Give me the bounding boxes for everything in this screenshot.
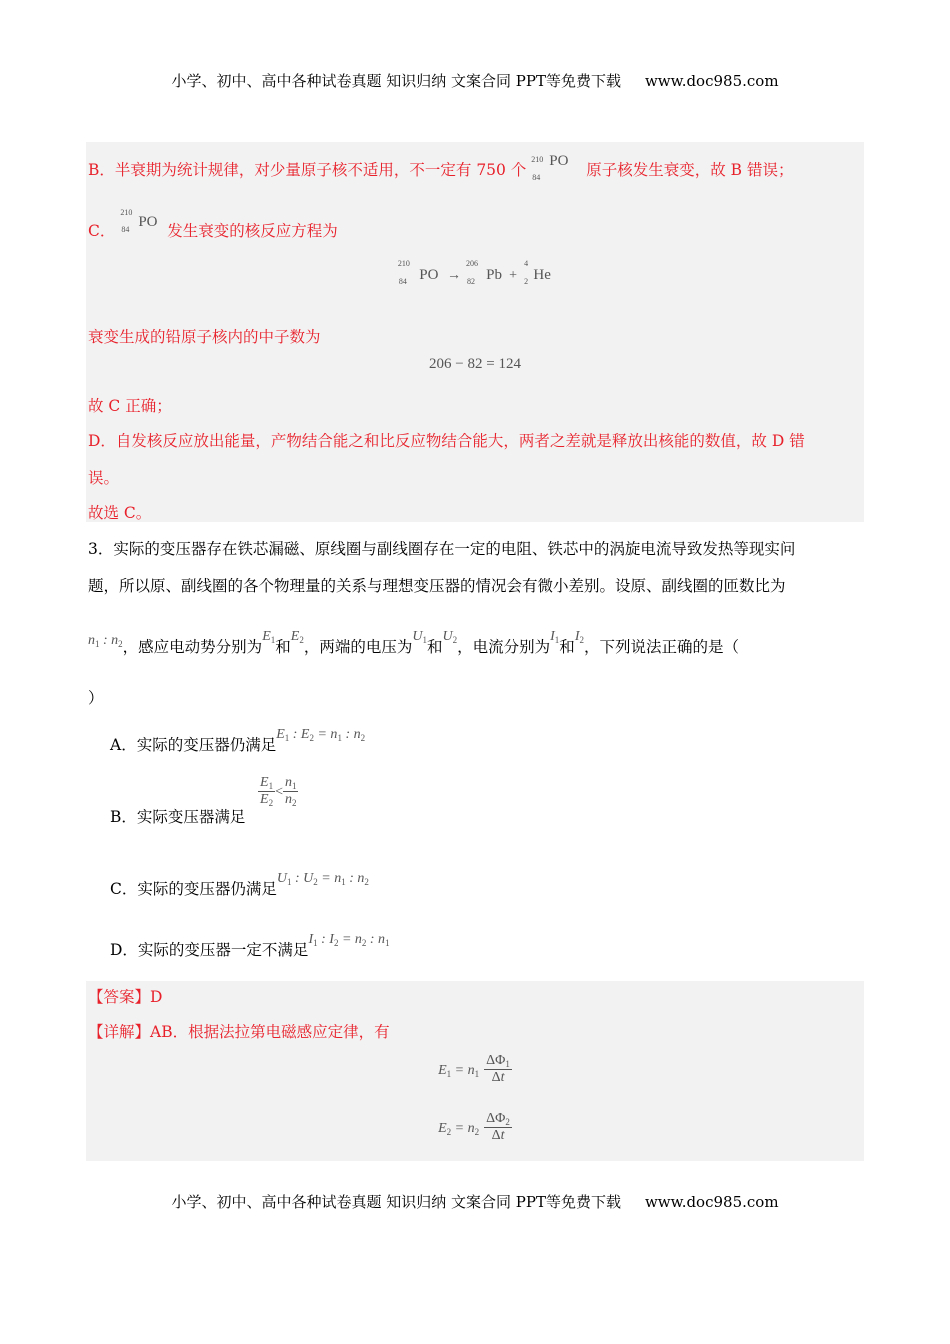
footer-text: 小学、初中、高中各种试卷真题 知识归纳 文案合同 PPT等免费下载 — [171, 1193, 621, 1211]
q3-line1: 3．实际的变压器存在铁芯漏磁、原线圈与副线圈存在一定的电阻、铁芯中的涡旋电流导致发热等现实问 — [88, 540, 796, 558]
po-isotope: 210 84 PO — [120, 208, 158, 234]
po-isotope: 210 84 PO — [531, 153, 569, 182]
neutron-equation: 206 − 82 = 124 — [429, 356, 521, 372]
q3-line2: 题，所以原、副线圈的各个物理量的关系与理想变压器的情况会有微小差别。设原、副线圈的匝数比为 — [88, 577, 786, 595]
option-b[interactable]: B．实际变压器满足 $\frac{E_1}{E_2}$ < $\frac{n_1}{n_2}$ — [110, 775, 297, 826]
page-footer — [0, 1191, 950, 1212]
header-url: www.doc985.com — [644, 72, 779, 90]
analysis-d-line1: D．自发核反应放出能量，产物结合能之和比反应物结合能大，两者之差就是释放出核能的数值，故 D 错 — [88, 432, 805, 450]
answer-line: 【答案】D — [88, 988, 163, 1006]
faraday-equation-1: $E_1 = n_1$ $\frac{\Delta\Phi_1}{\Delta t}$ — [438, 1053, 510, 1085]
detail-line: 【详解】AB．根据法拉第电磁感应定律，有 — [88, 1023, 390, 1041]
analysis-choice: 故选 C。 — [88, 504, 152, 522]
neutron-text: 衰变生成的铅原子核内的中子数为 — [88, 328, 321, 346]
decay-equation: 210 84 PO → 206 82 Pb + 4 2 He — [397, 259, 551, 286]
analysis-b-line: B．半衰期为统计规律，对少量原子核不适用，不一定有 750 个 210 84 PO 原子核发生衰变，故 B 错误； — [88, 153, 794, 182]
q3-paren-close: ） — [88, 689, 104, 707]
option-d[interactable]: D．实际的变压器一定不满足$I_1$ : $I_2 = n_2$ : $n_1$ — [110, 932, 390, 959]
analysis-d-line2: 误。 — [88, 469, 120, 487]
q3-line3: $n_1$ : $n_2$，感应电动势分别为$E_1$和$E_2$，两端的电压为$U_1$和$U_2$，电流分别为$I_1$和$I_2$，下列说法正确的是（ — [88, 629, 739, 656]
c-conclusion: 故 C 正确； — [88, 397, 172, 415]
option-c[interactable]: C．实际的变压器仍满足$U_1$ : $U_2 = n_1$ : $n_2$ — [110, 871, 369, 898]
faraday-equation-2: $E_2 = n_2$ $\frac{\Delta\Phi_2}{\Delta t}$ — [438, 1111, 510, 1143]
page-header — [0, 70, 950, 91]
option-a[interactable]: A．实际的变压器仍满足$E_1$ : $E_2 = n_1$ : $n_2$ — [110, 727, 366, 754]
answer-value: D — [150, 988, 163, 1006]
header-text: 小学、初中、高中各种试卷真题 知识归纳 文案合同 PPT等免费下载 — [171, 72, 621, 90]
analysis-c-line: C． 210 84 PO 发生衰变的核反应方程为 — [88, 208, 338, 240]
footer-url: www.doc985.com — [644, 1193, 779, 1211]
